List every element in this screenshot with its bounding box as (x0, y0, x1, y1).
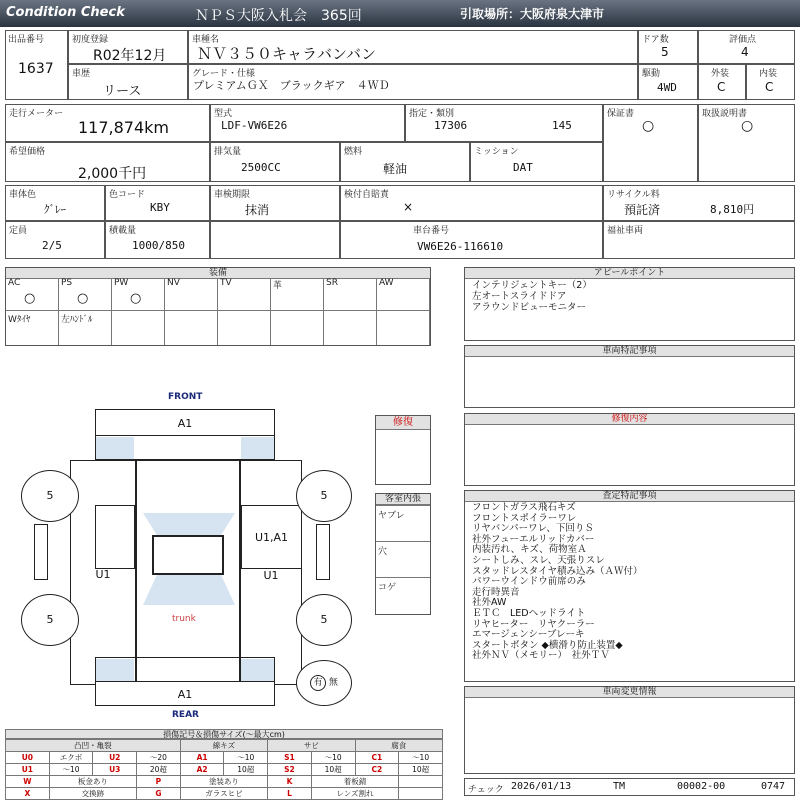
capacity-box: 定員 2/5 (5, 221, 105, 259)
note-line: シートしみ、スレ、天張りスレ (472, 554, 605, 566)
change-info-title: 車両変更情報 (465, 687, 794, 698)
inspection-notes-title: 査定特記事項 (465, 491, 794, 502)
change-info-panel (464, 686, 795, 774)
spare-tire-no: 無 (328, 678, 338, 688)
liability-box: 検付自賠責 × (340, 185, 603, 221)
fuel-box: 燃料 軽油 (340, 142, 470, 182)
equip-cell-5: 革 (271, 278, 324, 311)
welfare-box: 福祉車両 (603, 221, 795, 259)
note-line: 社外AW (472, 597, 507, 609)
note-line: パワーウインドウ前席のみ (472, 576, 586, 588)
interior-box: 内装 C (746, 64, 795, 100)
footer-code: 00002-00 (677, 781, 726, 792)
tire-front-left[interactable]: 5 (21, 470, 79, 522)
chassis-number: VW6E26-116610 (417, 240, 504, 253)
odo-box: 走行メーター 117,874km (5, 104, 210, 142)
interior-row-1: 穴 (376, 541, 430, 577)
manual-mark: ○ (741, 118, 754, 134)
color-box: 車体色 ｸﾞﾚｰ (5, 185, 105, 221)
inspector-code: TM (613, 781, 626, 792)
blank-box (210, 221, 340, 259)
windshield-panel[interactable] (143, 513, 235, 535)
note-line: ＥＴＣ LEDヘッドライト (472, 607, 586, 619)
color-code: KBY (150, 201, 170, 214)
header-bar (0, 0, 800, 27)
capacity: 2/5 (42, 239, 62, 252)
grade: プレミアムＧＸ ブラックギア ４ＷＤ (193, 79, 390, 92)
spare-tire-yes: 有 (310, 675, 326, 691)
displacement-box: 排気量 2500CC (210, 142, 340, 182)
left-mirror[interactable] (34, 524, 48, 580)
color-code-box: 色コード KBY (105, 185, 210, 221)
equipment-panel (5, 267, 431, 346)
header-pickup: 引取場所：大阪府泉大津市 (460, 7, 605, 21)
rear-gate-panel[interactable] (95, 657, 275, 682)
body-color: ｸﾞﾚｰ (44, 203, 66, 216)
repair-title: 修復 (376, 416, 430, 430)
rear-label: REAR (172, 710, 199, 720)
right-upper-door[interactable]: U1,A1 (241, 505, 302, 569)
drive: 4WD (657, 81, 677, 94)
chassis-box: 車台番号 VW6E26-116610 (340, 221, 603, 259)
displacement: 2500CC (241, 161, 281, 174)
header-left: Condition Check (6, 5, 125, 20)
liability-mark: × (403, 200, 414, 214)
equip-cell2-7 (377, 311, 430, 345)
header-title: ＮＰＳ大阪入札会 365回 (195, 8, 362, 24)
left-upper-door[interactable] (95, 505, 135, 569)
first-reg: R02年12月 (93, 48, 167, 64)
name-box: 車種名 ＮＶ３５０キャラバンバン (188, 30, 638, 64)
note-line: フロントガラス飛石キズ (472, 502, 576, 513)
warranty-mark: ○ (642, 118, 655, 134)
front-bumper-panel[interactable]: A1 (95, 409, 275, 436)
inspection-box: 車検期限 抹消 (210, 185, 340, 221)
equip-cell2-2 (112, 311, 165, 345)
equip-cell-3: NV (165, 278, 218, 311)
legend-title: 損傷記号＆損傷サイズ(～最大cm) (5, 729, 443, 739)
price: 2,000千円 (78, 166, 147, 182)
repair-detail-panel (464, 413, 795, 486)
check-date: 2026/01/13 (511, 781, 572, 792)
note-line: 左オートスライドドア (472, 291, 567, 302)
note-line: アラウンドビューモニター (472, 302, 587, 313)
interior-state-title: 客室内張 (376, 494, 430, 505)
mission-box: ミッション DAT (470, 142, 603, 182)
manual-box: 取扱説明書 ○ (698, 104, 795, 182)
equipment-title: 装備 (6, 268, 430, 279)
equip-cell-0: AC ○ (6, 278, 59, 311)
note-line: フロントスポイラーワレ (472, 512, 577, 524)
history: リース (103, 84, 142, 99)
exterior-box: 外装 C (698, 64, 746, 100)
legend-table: 凸凹・亀裂 線キズ サビ 腐食 U0 エクボ U2 ～20 A1 ～10 S1 ～10 C1 ～10 U1 ～10 U3 20超 A2 10超 S2 10超 C2 10超 W 板金あり P 塗装あり K 着板錆 X 交換跡 G ガラスヒビ L レンズ割れ (5, 739, 443, 800)
recycle-fee: 8,810円 (710, 203, 755, 216)
equip-cell-7: AW (377, 278, 430, 311)
note-line: 社外ＮＶ（メモリー） 社外ＴＶ (472, 650, 610, 662)
first-reg-box: 初度登録 R02年12月 (68, 30, 188, 64)
model-box: 型式 LDF-VW6E26 (210, 104, 405, 142)
equip-cell-4: TV (218, 278, 271, 311)
load-box: 積載量 1000/850 (105, 221, 210, 259)
right-mirror[interactable] (316, 524, 330, 580)
tire-front-right[interactable]: 5 (296, 470, 352, 522)
interior-grade: C (765, 80, 774, 94)
exterior-grade: C (717, 80, 726, 94)
equip-cell-1: PS ○ (59, 278, 112, 311)
interior-row-2: コゲ (376, 577, 430, 613)
note-line: スタッドレスタイヤ積み込み（ＡＷ付） (472, 565, 643, 577)
damage-diagram (0, 385, 370, 725)
rear-bumper-panel[interactable]: A1 (95, 681, 275, 706)
footer-number: 0747 (761, 781, 786, 792)
equip-cell-2: PW ○ (112, 278, 165, 311)
equip-cell2-1: 左ﾊﾝﾄﾞﾙ (59, 311, 112, 345)
rear-window-panel[interactable] (143, 575, 235, 605)
note-line: リヤヒーター リヤクーラー (472, 618, 595, 630)
mission: DAT (513, 161, 533, 174)
doors-box: ドア数 5 (638, 30, 698, 64)
inspection: 抹消 (245, 203, 270, 217)
cabin-outline (152, 535, 224, 575)
right-lower-door[interactable]: U1 (263, 569, 279, 582)
spare-tire[interactable] (296, 660, 352, 706)
trunk-label: trunk (172, 614, 196, 624)
warranty-box: 保証書 ○ (603, 104, 698, 182)
hood-panel[interactable] (95, 435, 275, 460)
model-code: LDF-VW6E26 (221, 119, 288, 132)
equip-cell2-4 (218, 311, 271, 345)
special-title: 車両特記事項 (465, 346, 794, 357)
note-line: 走行時異音 (472, 586, 520, 598)
note-line: インテリジェントキー（2） (472, 280, 592, 291)
tire-rear-right[interactable]: 5 (296, 594, 352, 646)
damage-legend (5, 729, 443, 800)
interior-row-0: ヤブレ (376, 505, 430, 541)
inspection-notes-panel (464, 490, 795, 682)
appeal-panel (464, 267, 795, 341)
price-box: 希望価格 2,000千円 (5, 142, 210, 182)
fuel: 軽油 (383, 162, 408, 176)
repair-box (375, 415, 431, 485)
recycle-box: リサイクル料 預託済 8,810円 (603, 185, 795, 221)
grade-box: グレード・仕様 プレミアムＧＸ ブラックギア ４ＷＤ (188, 64, 638, 100)
lot-number: 1637 (18, 61, 54, 77)
load: 1000/850 (132, 239, 185, 252)
tire-rear-left[interactable]: 5 (21, 594, 79, 646)
equip-cell-6: SR (324, 278, 377, 311)
vehicle-name: ＮＶ３５０キャラバンバン (197, 45, 376, 63)
front-label: FRONT (168, 392, 203, 402)
equip-cell2-5 (271, 311, 324, 345)
special-panel (464, 345, 795, 408)
drive-box: 駆動 4WD (638, 64, 698, 100)
lot-box: 出品番号 1637 (5, 30, 68, 100)
designation-box: 指定・類別 17306 145 (405, 104, 603, 142)
appeal-title: アピールポイント (465, 268, 794, 279)
designation: 17306 (434, 119, 468, 132)
doors: 5 (661, 45, 669, 59)
note-line: スタートボタン ◆横滑り防止装置◆ (472, 639, 623, 651)
equip-cell2-3 (165, 311, 218, 345)
repair-detail-title: 修復内容 (465, 414, 794, 425)
note-line: 社外フューエルリッドカバー (472, 533, 595, 545)
equip-cell2-6 (324, 311, 377, 345)
score-box: 評価点 4 (698, 30, 795, 64)
history-box: 車歴 リース (68, 64, 188, 100)
note-line: エマージェンシーブレーキ (472, 629, 585, 641)
left-lower-door[interactable]: U1 (95, 568, 111, 581)
equip-cell2-0: Wﾀｲﾔ (6, 311, 59, 345)
odometer: 117,874km (78, 118, 170, 137)
score: 4 (741, 45, 749, 59)
interior-state-box (375, 493, 431, 615)
recycle-status: 預託済 (624, 203, 661, 217)
note-line: 内装汚れ、キズ、荷物室Ａ (472, 544, 587, 556)
check-label: チェック (468, 785, 504, 795)
footer-bar (464, 778, 795, 796)
note-line: リヤバンパーワレ、下回りＳ (472, 523, 594, 535)
class-number: 145 (552, 119, 572, 132)
